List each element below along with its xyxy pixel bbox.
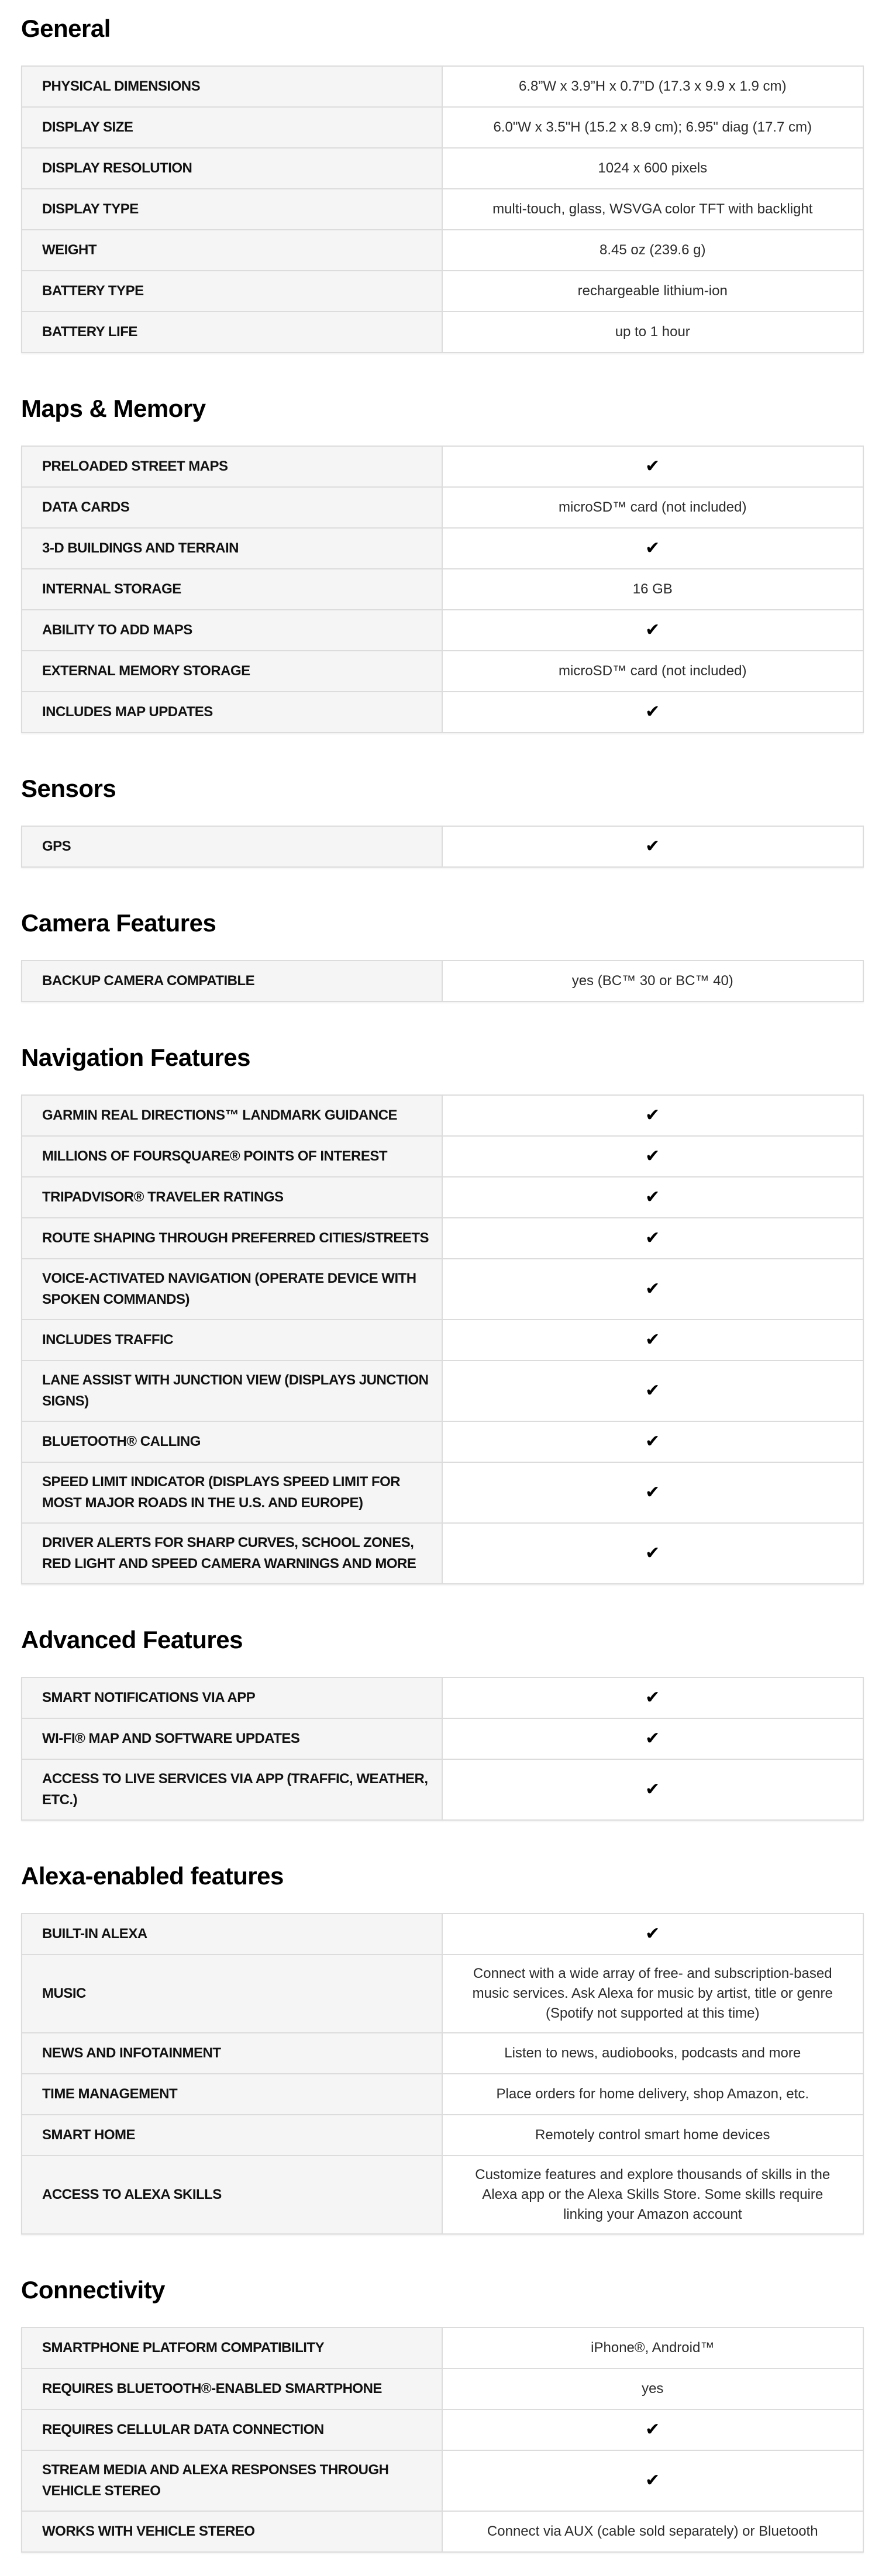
spec-value: 16 GB [443, 569, 863, 609]
spec-value: Listen to news, audiobooks, podcasts and more [443, 2033, 863, 2073]
spec-value: yes [443, 2369, 863, 2409]
spec-value: 8.45 oz (239.6 g) [443, 230, 863, 270]
section-title: Alexa-enabled features [21, 1862, 284, 1890]
section-title: Camera Features [21, 909, 216, 937]
spec-row [22, 1914, 863, 1954]
spec-section [21, 1044, 864, 1584]
checkmark-icon: ✔ [443, 447, 863, 486]
spec-row [22, 1678, 863, 1718]
spec-section [21, 1627, 864, 1821]
spec-value: microSD™ card (not included) [443, 651, 863, 691]
spec-value: Remotely control smart home devices [443, 2115, 863, 2155]
spec-label: GPS [22, 827, 443, 866]
spec-label: NEWS AND INFOTAINMENT [22, 2033, 443, 2073]
checkmark-icon: ✔ [443, 1259, 863, 1319]
spec-label: BLUETOOTH® CALLING [22, 1422, 443, 1462]
checkmark-icon: ✔ [443, 1177, 863, 1217]
spec-label: INCLUDES MAP UPDATES [22, 692, 443, 732]
spec-label: INTERNAL STORAGE [22, 569, 443, 609]
section-title: Maps & Memory [21, 395, 206, 422]
checkmark-icon: ✔ [443, 1361, 863, 1421]
checkmark-icon: ✔ [443, 529, 863, 568]
spec-row [22, 2409, 863, 2450]
spec-label: MILLIONS OF FOURSQUARE® POINTS OF INTEREST [22, 1137, 443, 1176]
spec-label: DISPLAY RESOLUTION [22, 149, 443, 188]
spec-row [22, 609, 863, 650]
spec-row [22, 1135, 863, 1176]
spec-section [21, 15, 864, 353]
spec-label: SPEED LIMIT INDICATOR (DISPLAYS SPEED LIMIT FOR MOST MAJOR ROADS IN THE U.S. AND EUROPE) [22, 1463, 443, 1522]
spec-row [22, 1522, 863, 1583]
spec-label: PRELOADED STREET MAPS [22, 447, 443, 486]
checkmark-icon: ✔ [443, 1719, 863, 1759]
spec-label: SMART HOME [22, 2115, 443, 2155]
checkmark-icon: ✔ [443, 1524, 863, 1583]
checkmark-icon: ✔ [443, 1096, 863, 1135]
spec-table [21, 1913, 864, 2235]
section-title: Navigation Features [21, 1044, 250, 1071]
spec-label: LANE ASSIST WITH JUNCTION VIEW (DISPLAYS JUNCTION SIGNS) [22, 1361, 443, 1421]
spec-label: REQUIRES CELLULAR DATA CONNECTION [22, 2410, 443, 2450]
spec-row [22, 2328, 863, 2368]
spec-label: SMARTPHONE PLATFORM COMPATIBILITY [22, 2328, 443, 2368]
spec-row [22, 1360, 863, 1421]
spec-row [22, 2032, 863, 2073]
spec-label: PHYSICAL DIMENSIONS [22, 67, 443, 106]
spec-value: microSD™ card (not included) [443, 488, 863, 527]
spec-label: STREAM MEDIA AND ALEXA RESPONSES THROUGH VEHICLE STEREO [22, 2451, 443, 2511]
spec-row [22, 1176, 863, 1217]
spec-label: DISPLAY SIZE [22, 108, 443, 147]
spec-row [22, 1096, 863, 1135]
spec-label: ROUTE SHAPING THROUGH PREFERRED CITIES/STREETS [22, 1218, 443, 1258]
spec-section [21, 775, 864, 868]
checkmark-icon: ✔ [443, 1218, 863, 1258]
spec-label: ACCESS TO LIVE SERVICES VIA APP (TRAFFIC, WEATHER, ETC.) [22, 1760, 443, 1819]
spec-label: TRIPADVISOR® TRAVELER RATINGS [22, 1177, 443, 1217]
spec-value: Connect via AUX (cable sold separately) or Bluetooth [443, 2512, 863, 2551]
spec-row [22, 270, 863, 311]
spec-value: rechargeable lithium-ion [443, 271, 863, 311]
spec-label: DRIVER ALERTS FOR SHARP CURVES, SCHOOL ZONES, RED LIGHT AND SPEED CAMERA WARNINGS AND MORE [22, 1524, 443, 1583]
spec-label: DISPLAY TYPE [22, 189, 443, 229]
spec-table [21, 446, 864, 733]
spec-value: 1024 x 600 pixels [443, 149, 863, 188]
checkmark-icon: ✔ [443, 1422, 863, 1462]
spec-row [22, 1954, 863, 2032]
spec-row [22, 2155, 863, 2233]
spec-value: Connect with a wide array of free- and subscription-based music services. Ask Alexa for music by artist, title or genre (Spotify not supported at this time) [443, 1955, 863, 2032]
spec-label: BATTERY LIFE [22, 312, 443, 352]
spec-section [21, 910, 864, 1002]
spec-row [22, 1759, 863, 1819]
spec-label: WI-FI® MAP AND SOFTWARE UPDATES [22, 1719, 443, 1759]
spec-label: WEIGHT [22, 230, 443, 270]
spec-row [22, 650, 863, 691]
spec-row [22, 1421, 863, 1462]
spec-label: BACKUP CAMERA COMPATIBLE [22, 961, 443, 1001]
spec-value: 6.8”W x 3.9”H x 0.7”D (17.3 x 9.9 x 1.9 cm) [443, 67, 863, 106]
spec-row [22, 229, 863, 270]
spec-row [22, 568, 863, 609]
spec-label: ABILITY TO ADD MAPS [22, 610, 443, 650]
spec-label: REQUIRES BLUETOOTH®-ENABLED SMARTPHONE [22, 2369, 443, 2409]
spec-label: WORKS WITH VEHICLE STEREO [22, 2512, 443, 2551]
checkmark-icon: ✔ [443, 1914, 863, 1954]
spec-label: VOICE-ACTIVATED NAVIGATION (OPERATE DEVICE WITH SPOKEN COMMANDS) [22, 1259, 443, 1319]
spec-row [22, 2114, 863, 2155]
spec-row [22, 961, 863, 1001]
spec-row [22, 2450, 863, 2511]
checkmark-icon: ✔ [443, 692, 863, 732]
spec-table [21, 2327, 864, 2553]
spec-row [22, 1319, 863, 1360]
section-title: General [21, 15, 111, 42]
spec-label: SMART NOTIFICATIONS VIA APP [22, 1678, 443, 1718]
spec-value: up to 1 hour [443, 312, 863, 352]
spec-row [22, 311, 863, 352]
spec-row [22, 2073, 863, 2114]
spec-table [21, 65, 864, 353]
spec-table [21, 826, 864, 868]
spec-value: Place orders for home delivery, shop Amazon, etc. [443, 2074, 863, 2114]
spec-value: multi-touch, glass, WSVGA color TFT with backlight [443, 189, 863, 229]
spec-value: Customize features and explore thousands of skills in the Alexa app or the Alexa Skills Store. Some skills require linking your Amazon account [443, 2156, 863, 2233]
spec-row [22, 2368, 863, 2409]
spec-row [22, 188, 863, 229]
spec-value: yes (BC™ 30 or BC™ 40) [443, 961, 863, 1001]
spec-value: iPhone®, Android™ [443, 2328, 863, 2368]
spec-row [22, 447, 863, 486]
checkmark-icon: ✔ [443, 1678, 863, 1718]
spec-label: MUSIC [22, 1955, 443, 2032]
checkmark-icon: ✔ [443, 1760, 863, 1819]
spec-label: ACCESS TO ALEXA SKILLS [22, 2156, 443, 2233]
spec-label: INCLUDES TRAFFIC [22, 1320, 443, 1360]
spec-row [22, 827, 863, 866]
spec-row [22, 486, 863, 527]
spec-table [21, 1677, 864, 1821]
checkmark-icon: ✔ [443, 827, 863, 866]
spec-row [22, 67, 863, 106]
checkmark-icon: ✔ [443, 2451, 863, 2511]
checkmark-icon: ✔ [443, 2410, 863, 2450]
spec-row [22, 1217, 863, 1258]
spec-label: BATTERY TYPE [22, 271, 443, 311]
spec-label: TIME MANAGEMENT [22, 2074, 443, 2114]
spec-label: GARMIN REAL DIRECTIONS™ LANDMARK GUIDANCE [22, 1096, 443, 1135]
spec-value: 6.0"W x 3.5"H (15.2 x 8.9 cm); 6.95" diag (17.7 cm) [443, 108, 863, 147]
spec-row [22, 147, 863, 188]
spec-section [21, 1863, 864, 2235]
spec-row [22, 2511, 863, 2551]
spec-row [22, 106, 863, 147]
section-title: Connectivity [21, 2276, 166, 2304]
checkmark-icon: ✔ [443, 1137, 863, 1176]
section-title: Advanced Features [21, 1626, 243, 1653]
spec-row [22, 1462, 863, 1522]
spec-label: DATA CARDS [22, 488, 443, 527]
checkmark-icon: ✔ [443, 1320, 863, 1360]
spec-row [22, 1258, 863, 1319]
checkmark-icon: ✔ [443, 610, 863, 650]
spec-section [21, 395, 864, 733]
spec-table [21, 1094, 864, 1584]
section-title: Sensors [21, 775, 116, 802]
spec-label: 3-D BUILDINGS AND TERRAIN [22, 529, 443, 568]
spec-row [22, 1718, 863, 1759]
checkmark-icon: ✔ [443, 1463, 863, 1522]
spec-row [22, 527, 863, 568]
spec-label: EXTERNAL MEMORY STORAGE [22, 651, 443, 691]
spec-table [21, 960, 864, 1002]
spec-label: BUILT-IN ALEXA [22, 1914, 443, 1954]
spec-section [21, 2277, 864, 2553]
spec-row [22, 691, 863, 732]
